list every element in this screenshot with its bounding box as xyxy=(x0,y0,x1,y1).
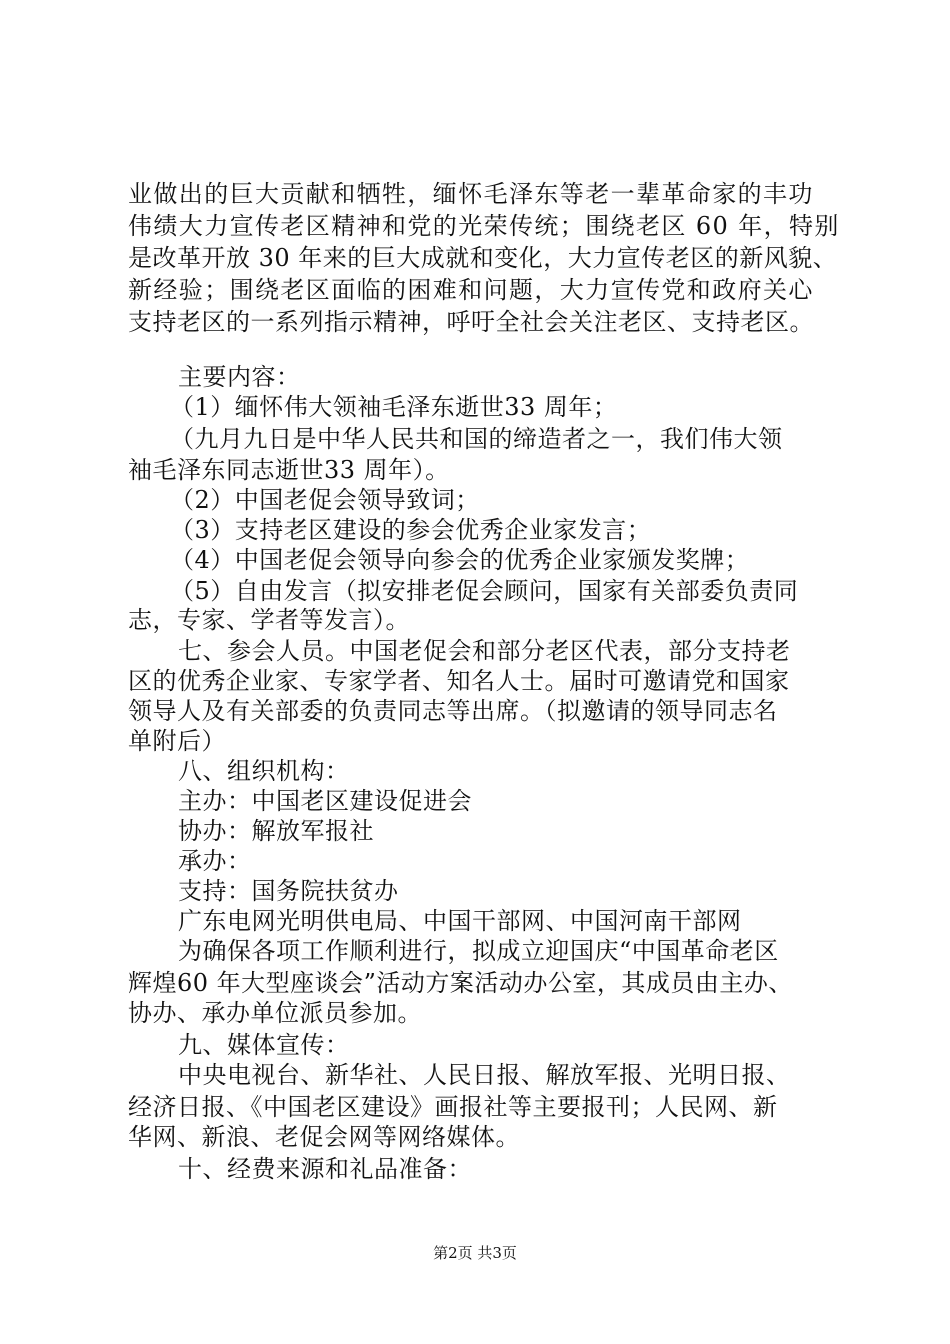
page-footer: 第2页 共3页 xyxy=(433,1244,517,1262)
body-line: 袖毛泽东同志逝世33 周年）。 xyxy=(128,456,450,484)
body-line: 支持：国务院扶贫办 xyxy=(178,877,399,905)
list-item: （3）支持老区建设的参会优秀企业家发言； xyxy=(170,516,652,544)
section-heading: 八、组织机构： xyxy=(178,757,350,785)
body-line: 主办：中国老区建设促进会 xyxy=(178,787,472,815)
body-line: 承办： xyxy=(178,847,252,875)
list-item: （5）自由发言（拟安排老促会顾问，国家有关部委负责同 xyxy=(170,577,799,605)
body-line: 辉煌60 年大型座谈会”活动方案活动办公室，其成员由主办、 xyxy=(128,969,793,997)
list-item: （1）缅怀伟大领袖毛泽东逝世33 周年； xyxy=(170,393,618,421)
section-heading: 九、媒体宣传： xyxy=(178,1031,350,1059)
body-line: 协办、承办单位派员参加。 xyxy=(128,999,422,1027)
body-line: 伟绩大力宣传老区精神和党的光荣传统；围绕老区 60 年，特别 xyxy=(128,212,840,240)
section-label: 主要内容： xyxy=(178,363,301,391)
body-line: 协办：解放军报社 xyxy=(178,817,374,845)
body-line: 是改革开放 30 年来的巨大成就和变化，大力宣传老区的新风貌、 xyxy=(128,244,838,272)
body-line: 领导人及有关部委的负责同志等出席。（拟邀请的领导同志名 xyxy=(128,697,778,725)
body-line: 经济日报、《中国老区建设》画报社等主要报刊；人民网、新 xyxy=(128,1093,778,1121)
body-line: 业做出的巨大贡献和牺牲，缅怀毛泽东等老一辈革命家的丰功 xyxy=(128,180,814,208)
body-line: 志，专家、学者等发言）。 xyxy=(128,606,410,634)
list-item: （2）中国老促会领导致词； xyxy=(170,486,480,514)
body-line: 中央电视台、新华社、人民日报、解放军报、光明日报、 xyxy=(178,1061,791,1089)
body-line: 广东电网光明供电局、中国干部网、中国河南干部网 xyxy=(178,907,742,935)
body-line: 为确保各项工作顺利进行，拟成立迎国庆“中国革命老区 xyxy=(178,937,779,965)
body-line: 华网、新浪、老促会网等网络媒体。 xyxy=(128,1123,520,1151)
body-line: （九月九日是中华人民共和国的缔造者之一，我们伟大领 xyxy=(170,425,783,453)
body-line: 新经验；围绕老区面临的困难和问题，大力宣传党和政府关心 xyxy=(128,276,814,304)
section-heading: 十、经费来源和礼品准备： xyxy=(178,1155,472,1183)
body-line: 单附后） xyxy=(128,727,226,755)
body-line: 支持老区的一系列指示精神，呼吁全社会关注老区、支持老区。 xyxy=(128,308,814,336)
body-line: 区的优秀企业家、专家学者、知名人士。届时可邀请党和国家 xyxy=(128,667,790,695)
section-heading: 七、参会人员。中国老促会和部分老区代表，部分支持老 xyxy=(178,637,791,665)
list-item: （4）中国老促会领导向参会的优秀企业家颁发奖牌； xyxy=(170,546,750,574)
